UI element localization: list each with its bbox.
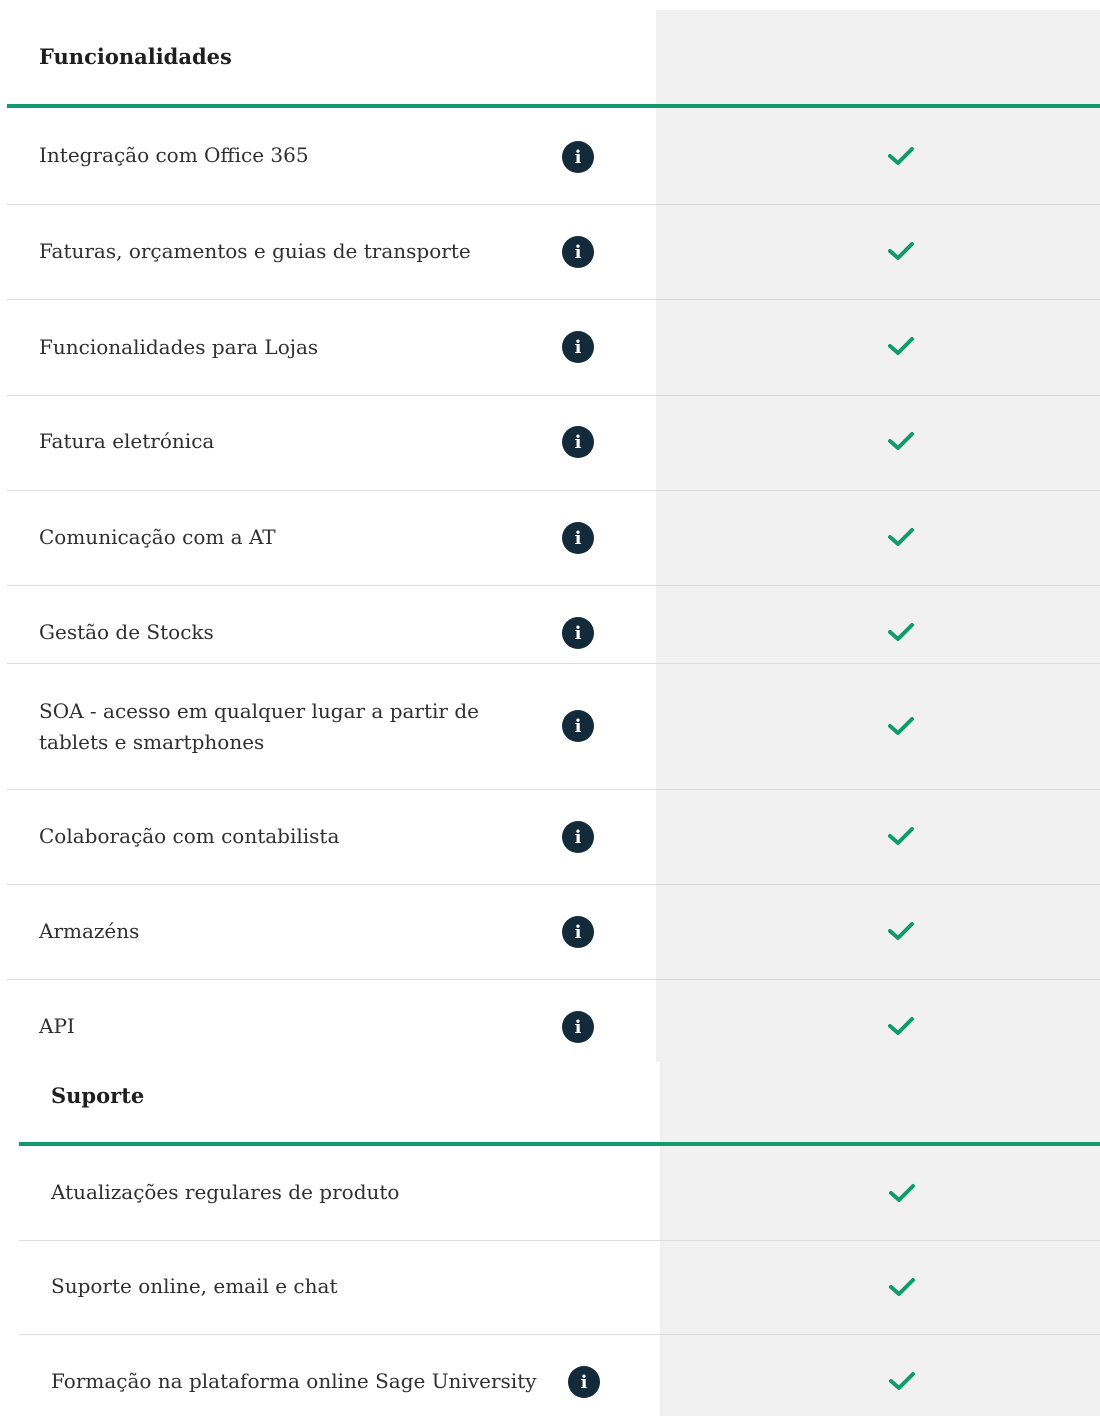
info-icon[interactable]: i xyxy=(562,426,594,458)
checkmark-icon xyxy=(887,715,915,737)
feature-label: Fatura eletrónica xyxy=(39,429,215,453)
info-icon[interactable]: i xyxy=(562,617,594,649)
feature-label: Armazéns xyxy=(39,919,140,943)
info-icon[interactable]: i xyxy=(562,1011,594,1043)
feature-row xyxy=(19,1335,1100,1416)
feature-label: Gestão de Stocks xyxy=(39,620,214,644)
feature-row xyxy=(7,491,1100,586)
feature-row xyxy=(7,790,1100,885)
info-icon[interactable]: i xyxy=(562,522,594,554)
feature-row xyxy=(19,1241,1100,1335)
feature-label: Colaboração com contabilista xyxy=(39,824,340,848)
info-icon[interactable]: i xyxy=(562,710,594,742)
checkmark-icon xyxy=(887,1015,915,1037)
feature-row xyxy=(7,300,1100,396)
section-header xyxy=(0,0,1100,108)
info-icon[interactable]: i xyxy=(562,331,594,363)
feature-label: Integração com Office 365 xyxy=(39,143,309,167)
checkmark-icon xyxy=(887,920,915,942)
feature-label: Comunicação com a AT xyxy=(39,525,276,549)
checkmark-icon xyxy=(887,145,915,167)
section-title: Funcionalidades xyxy=(39,44,232,69)
checkmark-icon xyxy=(888,1370,916,1392)
checkmark-icon xyxy=(888,1276,916,1298)
feature-label: Faturas, orçamentos e guias de transporte xyxy=(39,239,471,263)
feature-row xyxy=(7,108,1100,205)
feature-row xyxy=(19,1146,1100,1241)
info-icon[interactable]: i xyxy=(562,236,594,268)
feature-row xyxy=(7,396,1100,491)
section-title: Suporte xyxy=(51,1083,145,1108)
feature-row xyxy=(7,885,1100,980)
checkmark-icon xyxy=(887,335,915,357)
info-icon[interactable]: i xyxy=(562,141,594,173)
checkmark-icon xyxy=(887,430,915,452)
feature-row xyxy=(7,664,1100,790)
feature-label: Suporte online, email e chat xyxy=(51,1274,338,1298)
section-suporte xyxy=(0,1062,1100,1416)
checkmark-icon xyxy=(887,825,915,847)
info-icon[interactable]: i xyxy=(562,916,594,948)
feature-label: Formação na plataforma online Sage University xyxy=(51,1369,537,1393)
feature-label: SOA - acesso em qualquer lugar a partir de tablets e smartphones xyxy=(39,699,479,754)
feature-row xyxy=(7,586,1100,664)
feature-label: Atualizações regulares de produto xyxy=(51,1180,400,1204)
checkmark-icon xyxy=(887,621,915,643)
info-icon[interactable]: i xyxy=(568,1366,600,1398)
checkmark-icon xyxy=(887,526,915,548)
section-header xyxy=(0,1062,1100,1146)
feature-label: API xyxy=(39,1014,75,1038)
checkmark-icon xyxy=(887,240,915,262)
feature-row xyxy=(0,980,1100,1062)
checkmark-icon xyxy=(888,1182,916,1204)
feature-label: Funcionalidades para Lojas xyxy=(39,335,319,359)
feature-row xyxy=(7,205,1100,300)
info-icon[interactable]: i xyxy=(562,821,594,853)
